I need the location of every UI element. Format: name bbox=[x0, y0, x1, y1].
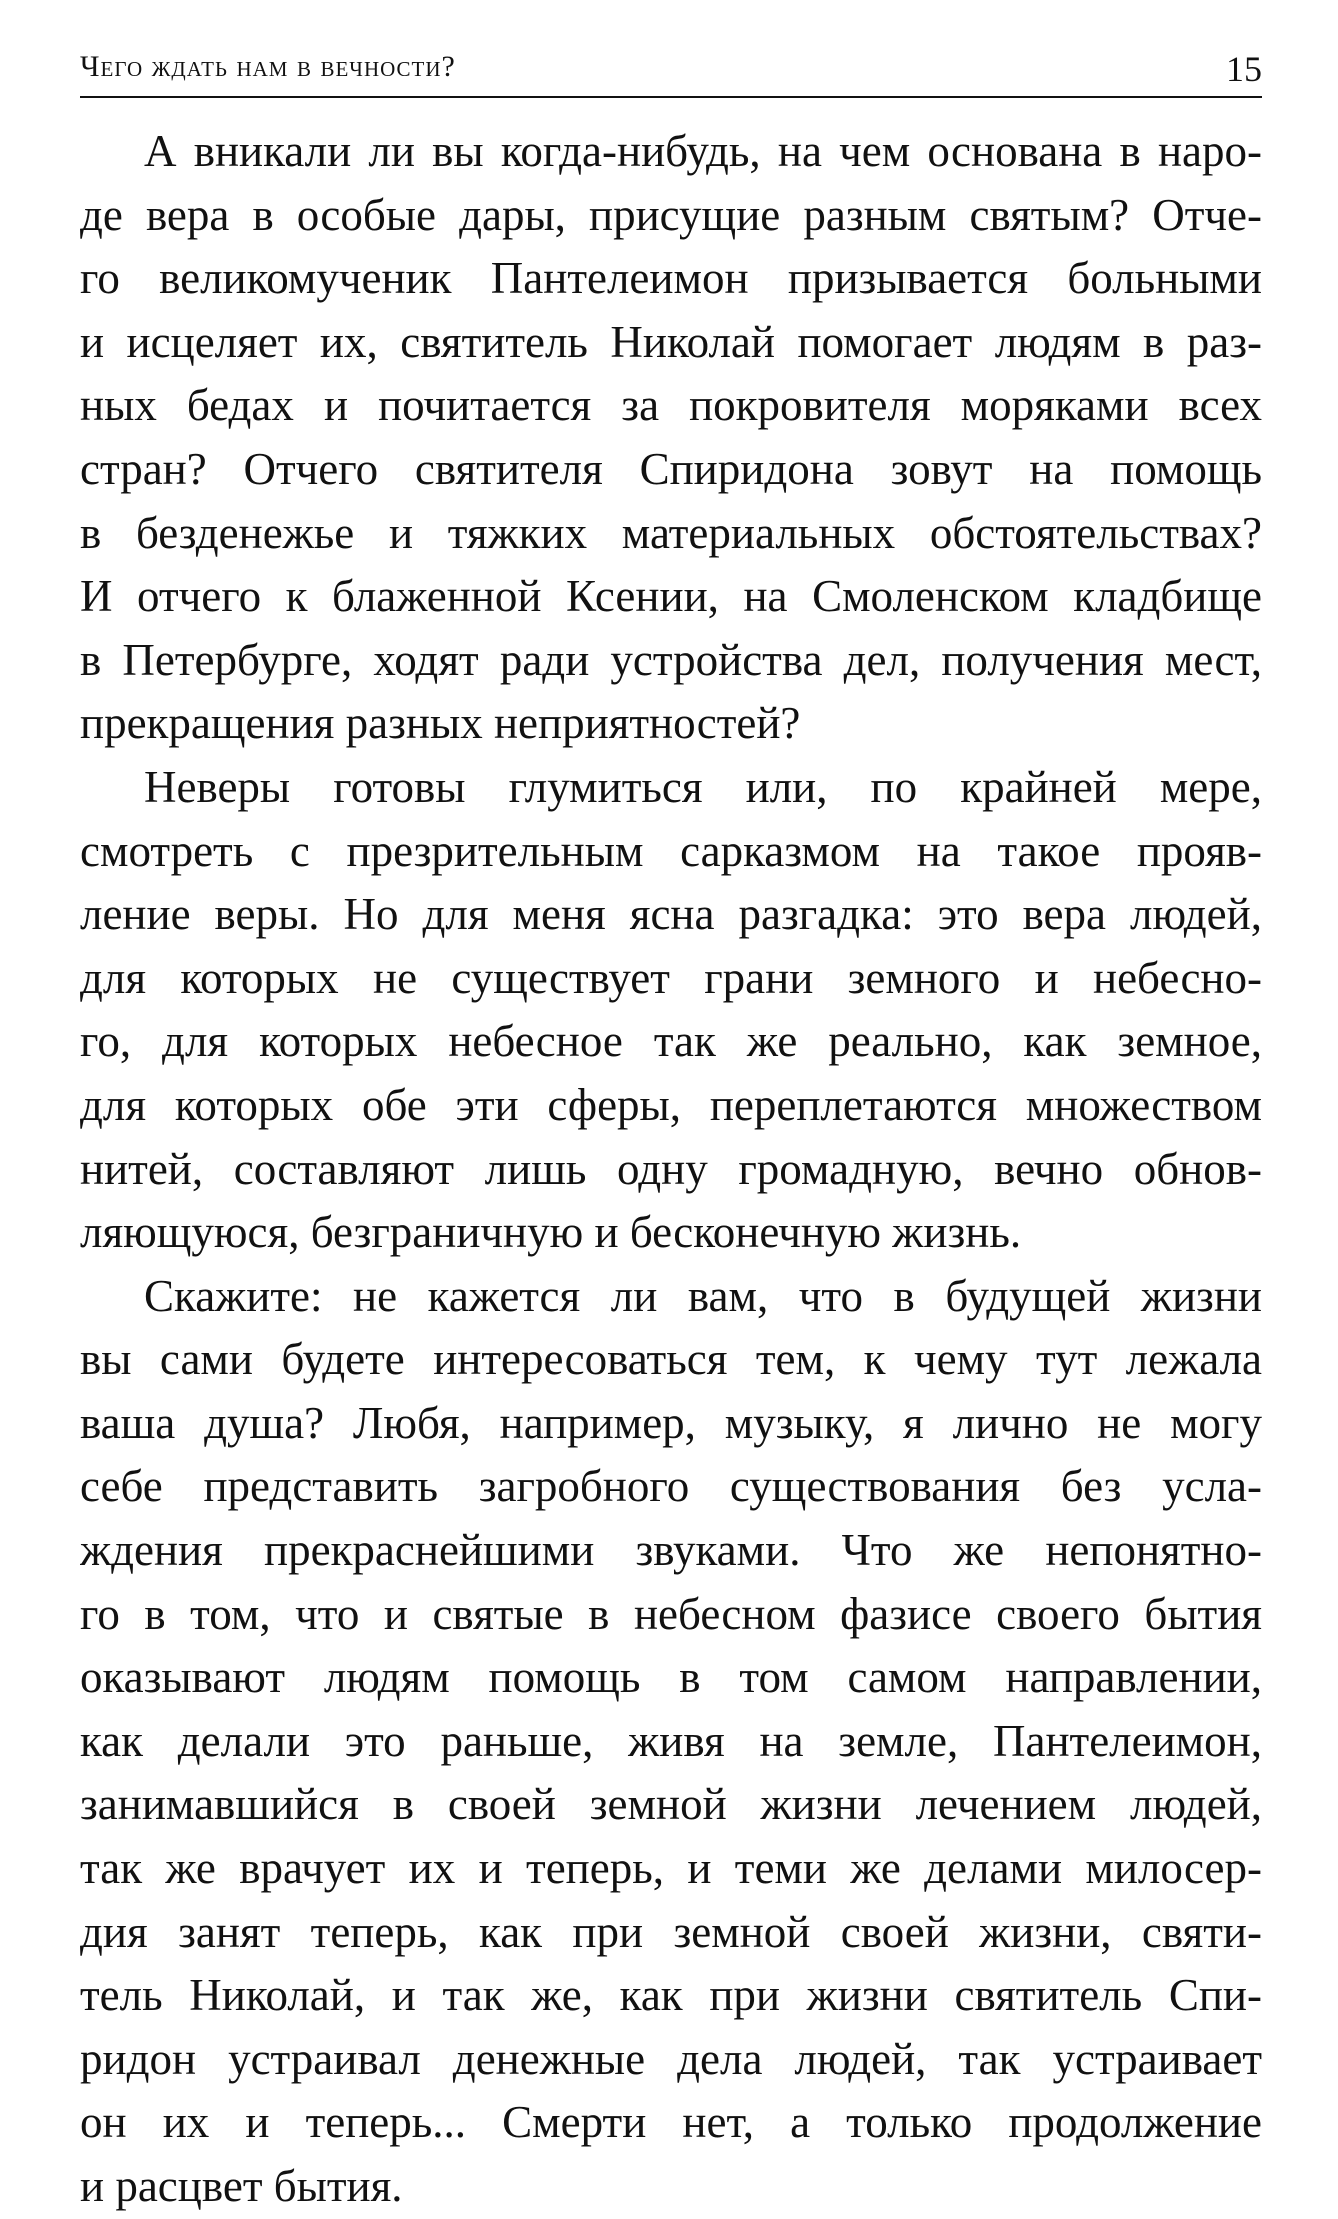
text-line: го великомученик Пантелеимон призывается больными bbox=[80, 253, 1262, 304]
text-line: ваша душа? Любя, например, музыку, я лично не могу bbox=[80, 1397, 1262, 1448]
text-line: в безденежье и тяжких материальных обстоятельствах? bbox=[80, 507, 1262, 558]
text-line: занимавшийся в своей земной жизни лечением людей, bbox=[80, 1779, 1262, 1830]
page-number: 15 bbox=[1226, 49, 1262, 89]
paragraph-3 bbox=[80, 1265, 1262, 2219]
text-line: нитей, составляют лишь одну громадную, вечно обнов- bbox=[80, 1143, 1262, 1194]
text-line: он их и теперь... Смерти нет, а только продолжение bbox=[80, 2097, 1262, 2148]
text-line: для которых не существует грани земного и небесно- bbox=[80, 952, 1262, 1003]
text-line: го, для которых небесное так же реально, как земное, bbox=[80, 1016, 1262, 1067]
text-line: тель Николай, и так же, как при жизни святитель Спи- bbox=[80, 1970, 1262, 2021]
text-line: ждения прекраснейшими звуками. Что же непонятно- bbox=[80, 1525, 1262, 1576]
text-line: Скажите: не кажется ли вам, что в будущей жизни bbox=[144, 1270, 1262, 1321]
text-line: стран? Отчего святителя Спиридона зовут на помощь bbox=[80, 443, 1262, 494]
text-line: ридон устраивал денежные дела людей, так устраивает bbox=[80, 2033, 1262, 2084]
text-line: ление веры. Но для меня ясна разгадка: это вера людей, bbox=[80, 889, 1262, 940]
text-line: А вникали ли вы когда-нибудь, на чем основана в наро- bbox=[144, 126, 1262, 176]
text-line: го в том, что и святые в небесном фазисе своего бытия bbox=[80, 1588, 1262, 1639]
running-header-title: Чего ждать нам в вечности? bbox=[80, 50, 456, 83]
text-line: де вера в особые дары, присущие разным святым? Отче- bbox=[80, 189, 1262, 240]
text-line: и расцвет бытия. bbox=[80, 2161, 403, 2211]
text-line: прекращения разных неприятностей? bbox=[80, 698, 801, 749]
running-header bbox=[80, 44, 1262, 98]
text-line: для которых обе эти сферы, переплетаются множеством bbox=[80, 1079, 1262, 1130]
text-line: так же врачует их и теперь, и теми же делами милосер- bbox=[80, 1843, 1262, 1894]
text-line: как делали это раньше, живя на земле, Пантелеимон, bbox=[80, 1715, 1262, 1766]
text-line: и исцеляет их, святитель Николай помогает людям в раз- bbox=[80, 316, 1262, 367]
text-line: в Петербурге, ходят ради устройства дел, получения мест, bbox=[80, 634, 1262, 685]
text-line: ляющуюся, безграничную и бесконечную жизнь. bbox=[80, 1207, 1022, 1258]
text-line: Неверы готовы глумиться или, по крайней мере, bbox=[144, 761, 1262, 812]
text-line: оказывают людям помощь в том самом направлении, bbox=[80, 1652, 1262, 1703]
text-line: дия занят теперь, как при земной своей жизни, святи- bbox=[80, 1906, 1262, 1957]
text-line: себе представить загробного существования без усла- bbox=[80, 1461, 1262, 1512]
text-line: И отчего к блаженной Ксении, на Смоленском кладбище bbox=[80, 571, 1262, 622]
text-line: смотреть с презрительным сарказмом на такое прояв- bbox=[80, 825, 1262, 876]
body-text bbox=[80, 120, 1262, 2219]
paragraph-2 bbox=[80, 756, 1262, 1265]
paragraph-1 bbox=[80, 120, 1262, 756]
text-line: вы сами будете интересоваться тем, к чему тут лежала bbox=[80, 1334, 1262, 1385]
book-page bbox=[80, 0, 1262, 2211]
text-line: ных бедах и почитается за покровителя моряками всех bbox=[80, 380, 1262, 431]
